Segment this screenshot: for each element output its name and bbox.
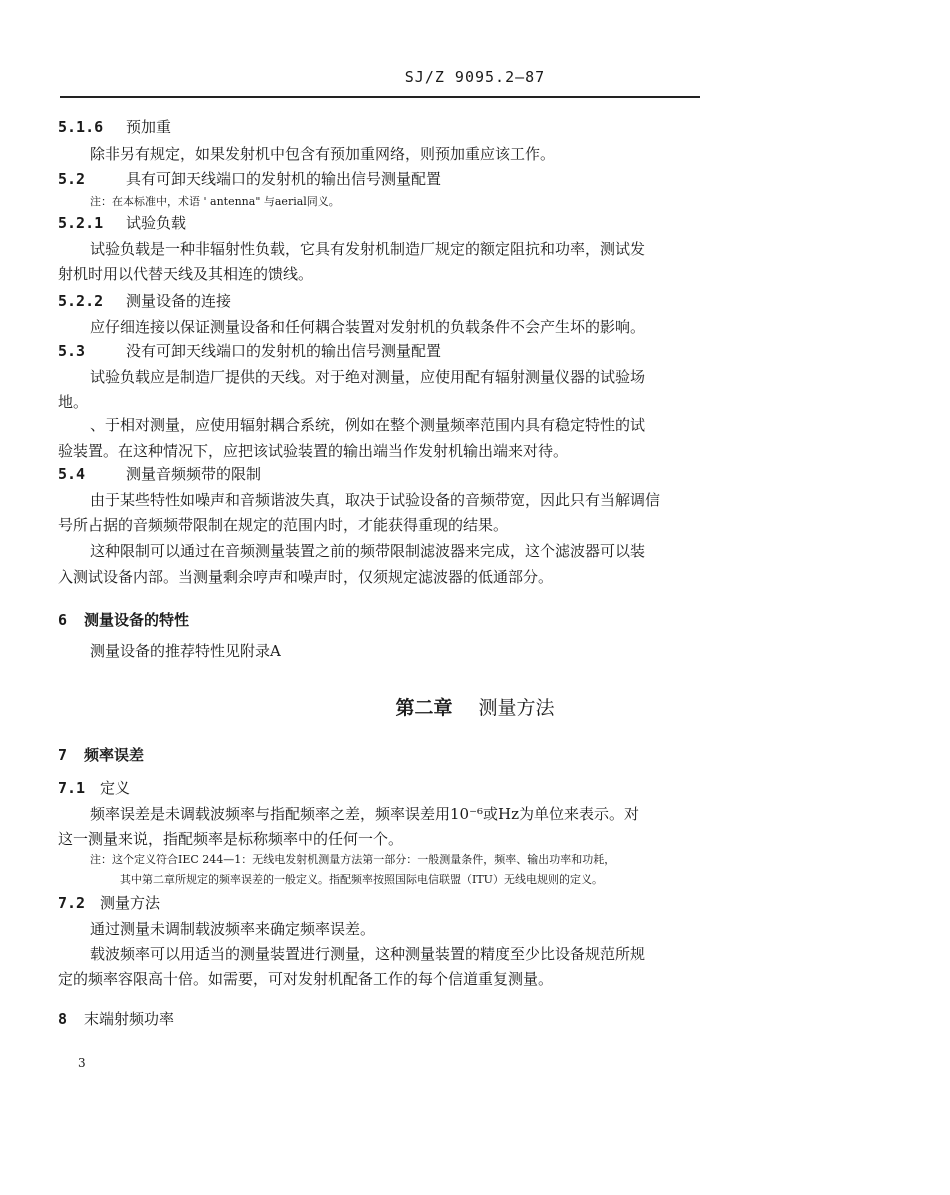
section-8-heading bbox=[58, 1008, 174, 1029]
section-title: 具有可卸天线端口的发射机的输出信号测量配置 bbox=[126, 170, 442, 188]
section-6-heading bbox=[58, 609, 189, 630]
section-7-1-heading bbox=[58, 777, 130, 798]
section-5-4-heading bbox=[58, 463, 261, 484]
document-code-header: SJ/Z 9095.2—87 bbox=[404, 68, 546, 86]
paragraph: 这种限制可以通过在音频测量装置之前的频带限制滤波器来完成，这个滤波器可以装 bbox=[90, 542, 646, 560]
paragraph: 由于某些特性如噪声和音频谐波失真，取决于试验设备的音频带宽，因此只有当解调信 bbox=[90, 491, 661, 509]
paragraph: 通过测量未调制载波频率来确定频率误差。 bbox=[90, 920, 376, 938]
section-title: 没有可卸天线端口的发射机的输出信号测量配置 bbox=[126, 342, 442, 360]
paragraph: 除非另有规定，如果发射机中包含有预加重网络，则预加重应该工作。 bbox=[90, 145, 556, 163]
paragraph: 频率误差是未调载波频率与指配频率之差，频率误差用10⁻⁶或Hz为单位来表示。对 bbox=[90, 805, 640, 823]
paragraph: 应仔细连接以保证测量设备和任何耦合装置对发射机的负载条件不会产生坏的影响。 bbox=[90, 318, 646, 336]
section-title: 测量设备的特性 bbox=[84, 611, 190, 629]
chapter-number: 第二章 bbox=[395, 697, 453, 719]
note: 注：在本标准中，术语 ' antenna" 与aerial同义。 bbox=[90, 195, 340, 208]
section-5-2-1-heading bbox=[58, 212, 186, 233]
section-5-1-6-heading bbox=[58, 116, 171, 137]
section-5-2-2-heading bbox=[58, 290, 231, 311]
section-title: 预加重 bbox=[126, 118, 172, 136]
section-title: 试验负载 bbox=[126, 214, 187, 232]
paragraph: 试验负载应是制造厂提供的天线。对于绝对测量，应使用配有辐射测量仪器的试验场 bbox=[90, 368, 646, 386]
section-5-3-heading bbox=[58, 340, 441, 361]
paragraph-continued: 入测试设备内部。当测量剩余哼声和噪声时，仅须规定滤波器的低通部分。 bbox=[58, 568, 554, 586]
paragraph-continued: 这一测量来说，指配频率是标称频率中的任何一个。 bbox=[58, 830, 404, 848]
section-number: 6 bbox=[58, 611, 68, 629]
paragraph: 载波频率可以用适当的测量装置进行测量，这种测量装置的精度至少比设备规范所规 bbox=[90, 945, 646, 963]
section-title: 定义 bbox=[100, 779, 131, 797]
header-rule bbox=[60, 96, 700, 98]
section-5-2-heading bbox=[58, 168, 441, 189]
section-title: 测量音频频带的限制 bbox=[126, 465, 262, 483]
note: 注：这个定义符合IEC 244—1：无线电发射机测量方法第一部分：一般测量条件，频率、输出功率和功耗， bbox=[90, 853, 616, 866]
chapter-heading bbox=[0, 693, 950, 720]
section-number: 5.1.6 bbox=[58, 118, 104, 136]
page-number: 3 bbox=[78, 1056, 86, 1070]
section-title: 频率误差 bbox=[84, 746, 145, 764]
paragraph-continued: 验装置。在这种情况下，应把该试验装置的输出端当作发射机输出端来对待。 bbox=[58, 442, 569, 460]
section-title: 测量设备的连接 bbox=[126, 292, 232, 310]
paragraph: 试验负载是一种非辐射性负载，它具有发射机制造厂规定的额定阻抗和功率，测试发 bbox=[90, 240, 646, 258]
section-number: 5.2.2 bbox=[58, 292, 104, 310]
note-continued: 其中第二章所规定的频率误差的一般定义。指配频率按照国际电信联盟（ITU）无线电规则的定义。 bbox=[120, 873, 603, 886]
section-number: 5.3 bbox=[58, 342, 86, 360]
paragraph-continued: 地。 bbox=[58, 393, 89, 411]
paragraph: 、于相对测量，应使用辐射耦合系统，例如在整个测量频率范围内具有稳定特性的试 bbox=[90, 416, 646, 434]
section-7-2-heading bbox=[58, 892, 160, 913]
chapter-title: 测量方法 bbox=[478, 697, 555, 719]
paragraph-continued: 射机时用以代替天线及其相连的馈线。 bbox=[58, 265, 314, 283]
section-number: 7 bbox=[58, 746, 68, 764]
section-7-heading bbox=[58, 744, 144, 765]
paragraph-continued: 定的频率容限高十倍。如需要，可对发射机配备工作的每个信道重复测量。 bbox=[58, 970, 554, 988]
paragraph-continued: 号所占据的音频频带限制在规定的范围内时，才能获得重现的结果。 bbox=[58, 516, 509, 534]
section-number: 7.1 bbox=[58, 779, 86, 797]
section-number: 5.2.1 bbox=[58, 214, 104, 232]
section-number: 5.2 bbox=[58, 170, 86, 188]
section-number: 8 bbox=[58, 1010, 68, 1028]
section-number: 7.2 bbox=[58, 894, 86, 912]
section-title: 末端射频功率 bbox=[84, 1010, 175, 1028]
section-title: 测量方法 bbox=[100, 894, 161, 912]
section-number: 5.4 bbox=[58, 465, 86, 483]
paragraph: 测量设备的推荐特性见附录A bbox=[90, 642, 281, 660]
